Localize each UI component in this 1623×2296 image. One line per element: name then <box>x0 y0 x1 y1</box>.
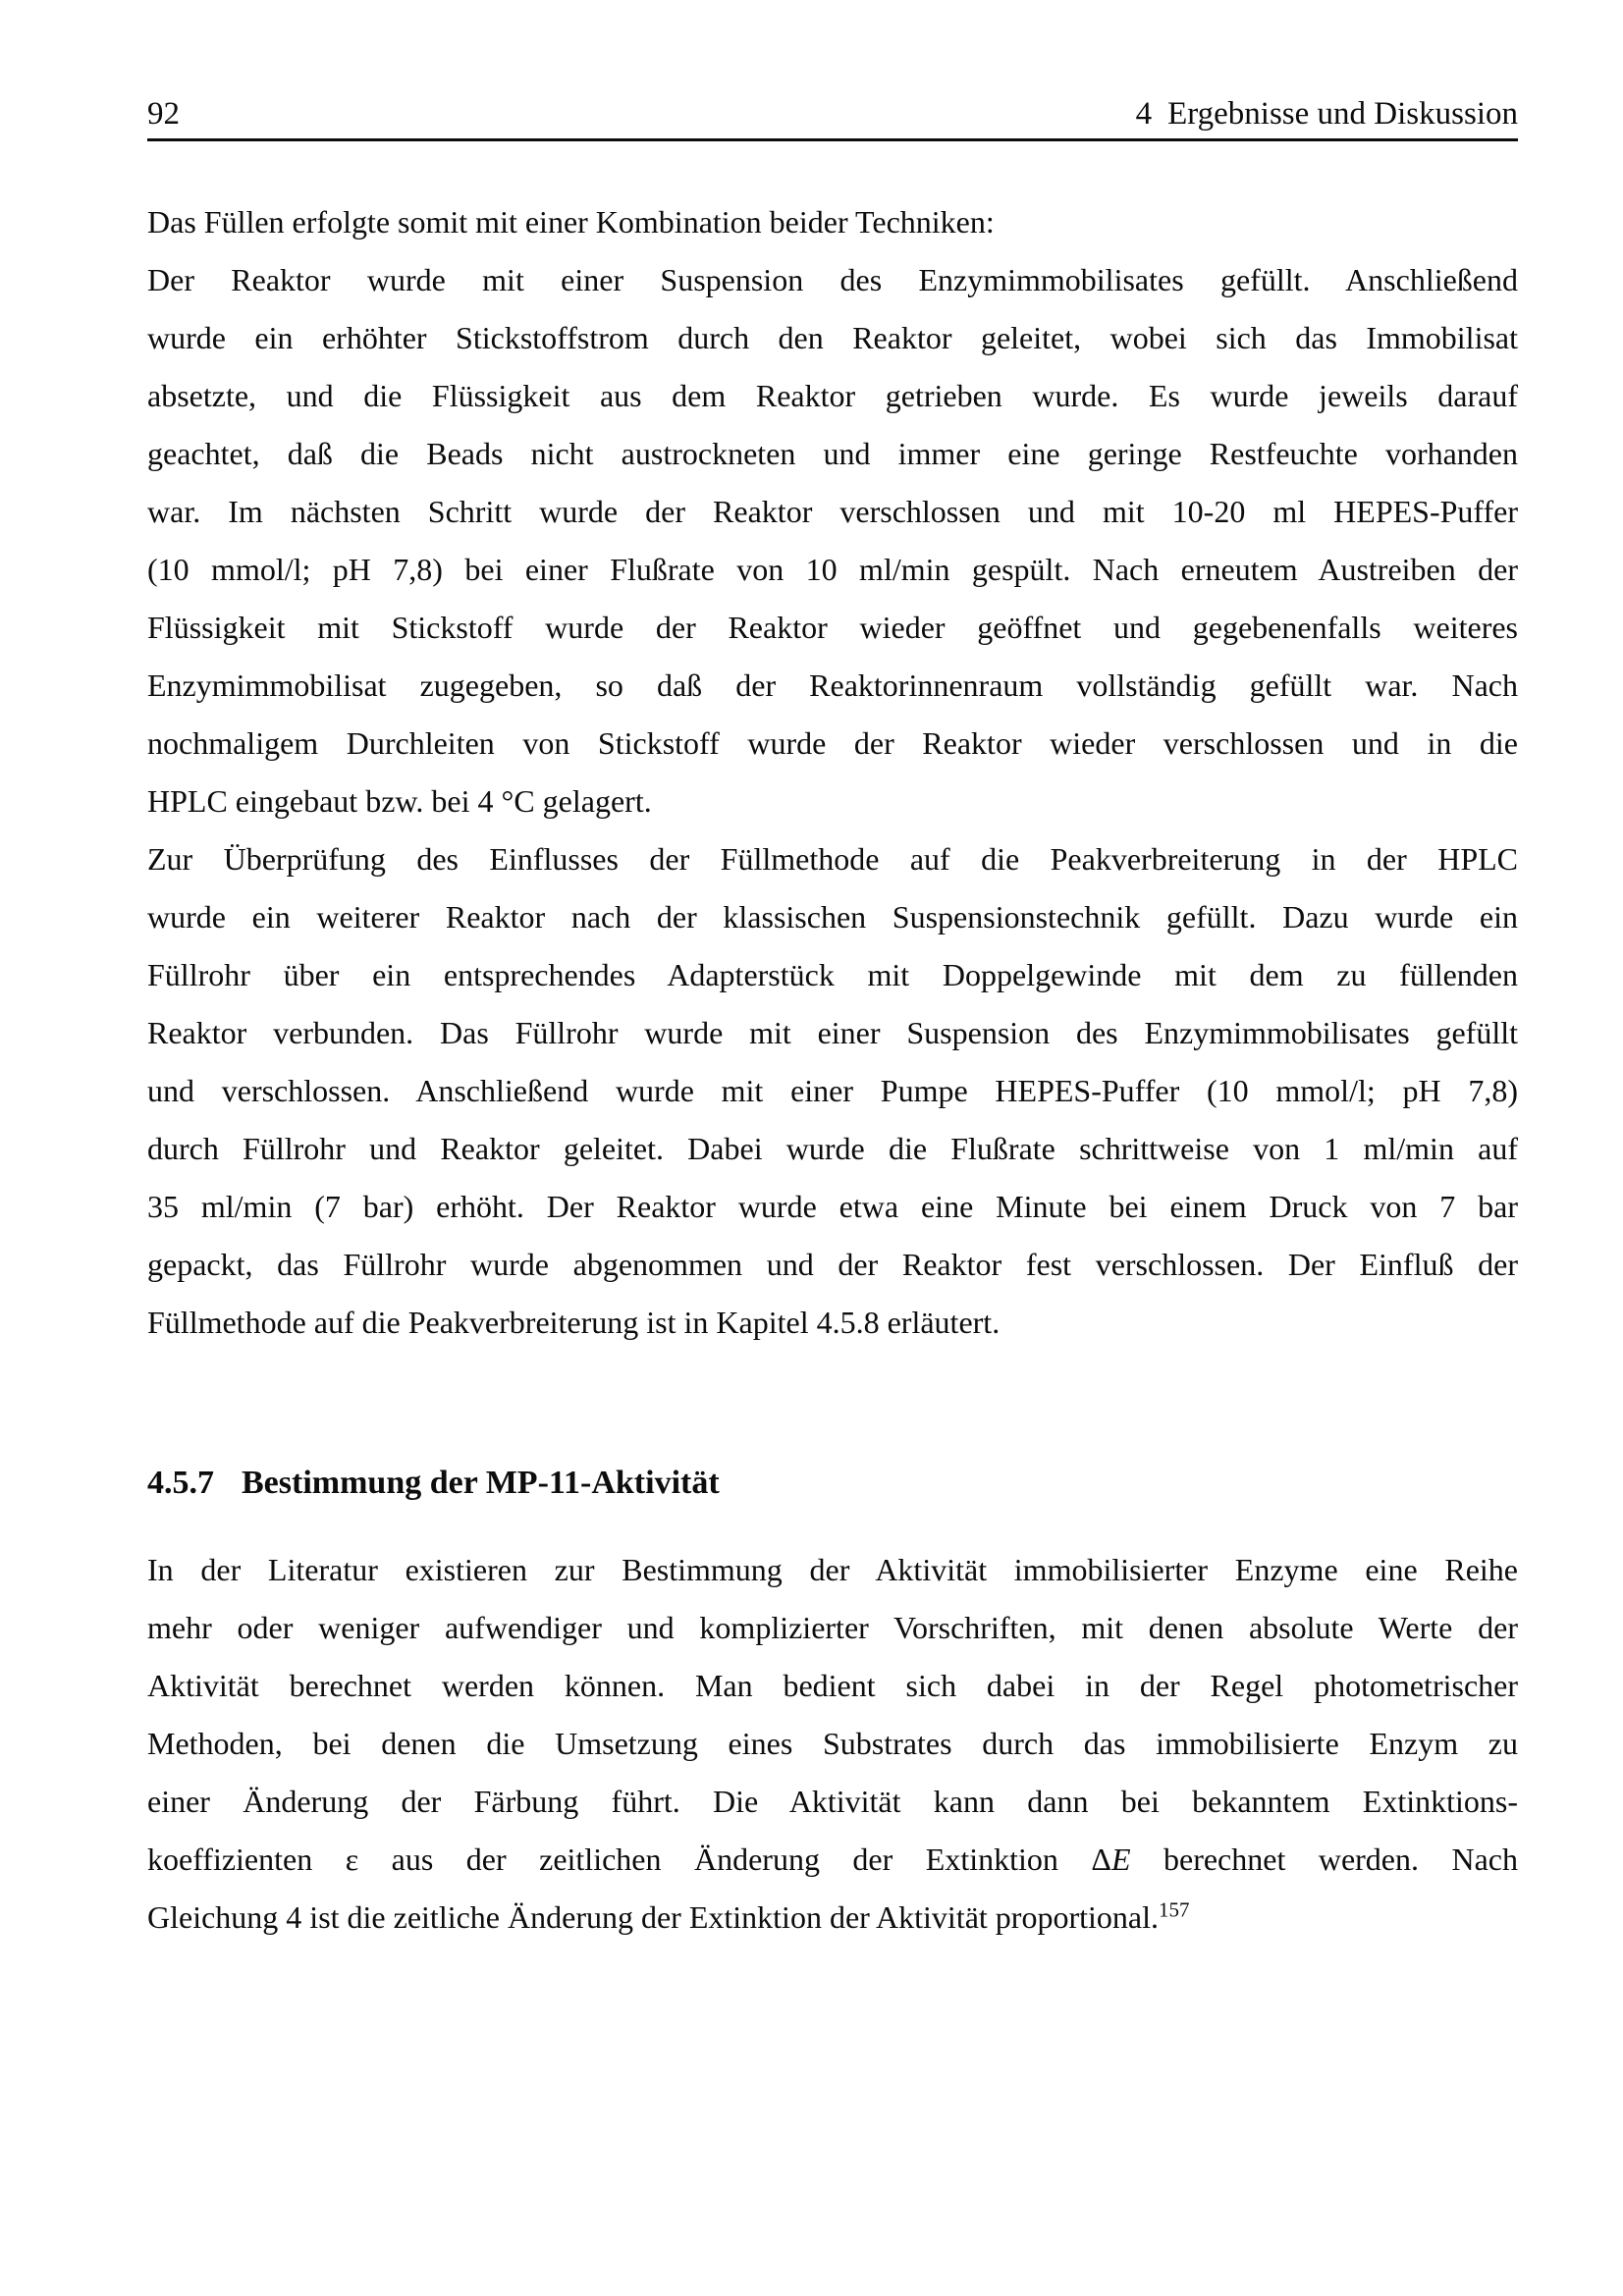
delta-E-symbol: E <box>1110 1842 1131 1877</box>
text-line: wurde ein weiterer Reaktor nach der klassischen Suspensionstechnik gefüllt. Dazu wurde ein <box>147 899 1518 934</box>
text-line: Flüssigkeit mit Stickstoff wurde der Reaktor wieder geöffnet und gegebenenfalls weiteres <box>147 610 1518 645</box>
text-segment: berechnet werden. Nach <box>1130 1842 1519 1877</box>
text-line: geachtet, daß die Beads nicht austrockneten und immer eine geringe Restfeuchte vorhanden <box>147 436 1518 471</box>
paragraph-suspension-technique <box>147 830 1518 1352</box>
text-line: Aktivität berechnet werden können. Man bedient sich dabei in der Regel photometrischer <box>147 1668 1518 1703</box>
text-line: Füllmethode auf die Peakverbreiterung ist in Kapitel 4.5.8 erläutert. <box>147 1305 1001 1340</box>
text-line: absetzte, und die Flüssigkeit aus dem Reaktor getrieben wurde. Es wurde jeweils darauf <box>147 378 1518 413</box>
running-chapter-title <box>1136 94 1518 133</box>
text-line: Das Füllen erfolgte somit mit einer Kombination beider Techniken: <box>147 204 995 240</box>
text-line: Füllrohr über ein entsprechendes Adapterstück mit Doppelgewinde mit dem zu füllenden <box>147 957 1518 992</box>
text-line: war. Im nächsten Schritt wurde der Reaktor verschlossen und mit 10-20 ml HEPES-Puffer <box>147 494 1518 529</box>
paragraph-filling-method <box>147 251 1518 830</box>
text-line: Zur Überprüfung des Einflusses der Füllmethode auf die Peakverbreiterung in der HPLC <box>147 841 1518 877</box>
page-header <box>147 94 1518 133</box>
section-number: 4.5.7 <box>147 1465 214 1501</box>
text-line: Enzymimmobilisat zugegeben, so daß der Reaktorinnenraum vollständig gefüllt war. Nach <box>147 667 1518 703</box>
text-line: Der Reaktor wurde mit einer Suspension des Enzymimmobilisates gefüllt. Anschließend <box>147 262 1518 297</box>
text-line: mehr oder weniger aufwendiger und komplizierter Vorschriften, mit denen absolute Werte der <box>147 1610 1518 1645</box>
text-line: In der Literatur existieren zur Bestimmung der Aktivität immobilisierter Enzyme eine Reihe <box>147 1552 1518 1587</box>
section-heading <box>147 1462 1518 1505</box>
text-line: Methoden, bei denen die Umsetzung eines Substrates durch das immobilisierte Enzym zu <box>147 1726 1518 1761</box>
text-line: HPLC eingebaut bzw. bei 4 °C gelagert. <box>147 783 652 819</box>
text-line: wurde ein erhöhter Stickstoffstrom durch den Reaktor geleitet, wobei sich das Immobilisat <box>147 320 1518 355</box>
paragraph-intro <box>147 193 1518 251</box>
text-line <box>147 1831 1518 1889</box>
text-line: (10 mmol/l; pH 7,8) bei einer Flußrate von 10 ml/min gespült. Nach erneutem Austreiben der <box>147 552 1518 587</box>
chapter-number: 4 <box>1135 96 1153 132</box>
section-title: Bestimmung der MP-11-Aktivität <box>242 1465 720 1501</box>
text-line: Reaktor verbunden. Das Füllrohr wurde mit einer Suspension des Enzymimmobilisates gefüllt <box>147 1015 1518 1050</box>
text-segment: Gleichung 4 ist die zeitliche Änderung der Extinktion der Aktivität proportional. <box>147 1899 1159 1935</box>
text-line: und verschlossen. Anschließend wurde mit einer Pumpe HEPES-Puffer (10 mmol/l; pH 7,8) <box>147 1073 1518 1108</box>
text-segment: koeffizienten ε aus der zeitlichen Änderung der Extinktion Δ <box>147 1842 1111 1877</box>
header-rule <box>147 138 1518 141</box>
text-line: 35 ml/min (7 bar) erhöht. Der Reaktor wurde etwa eine Minute bei einem Druck von 7 bar <box>147 1189 1518 1224</box>
chapter-title: Ergebnisse und Diskussion <box>1167 96 1518 132</box>
text-line: gepackt, das Füllrohr wurde abgenommen und der Reaktor fest verschlossen. Der Einfluß der <box>147 1247 1518 1282</box>
text-line: durch Füllrohr und Reaktor geleitet. Dabei wurde die Flußrate schrittweise von 1 ml/min auf <box>147 1131 1518 1166</box>
body-text <box>147 193 1518 1352</box>
text-line <box>147 1889 1518 1947</box>
text-line: einer Änderung der Färbung führt. Die Aktivität kann dann bei bekanntem Extinktions- <box>147 1784 1518 1819</box>
paragraph-activity <box>147 1541 1518 1947</box>
text-line: nochmaligem Durchleiten von Stickstoff wurde der Reaktor wieder verschlossen und in die <box>147 725 1518 761</box>
footnote-reference: 157 <box>1158 1897 1190 1922</box>
page-number: 92 <box>147 96 180 132</box>
